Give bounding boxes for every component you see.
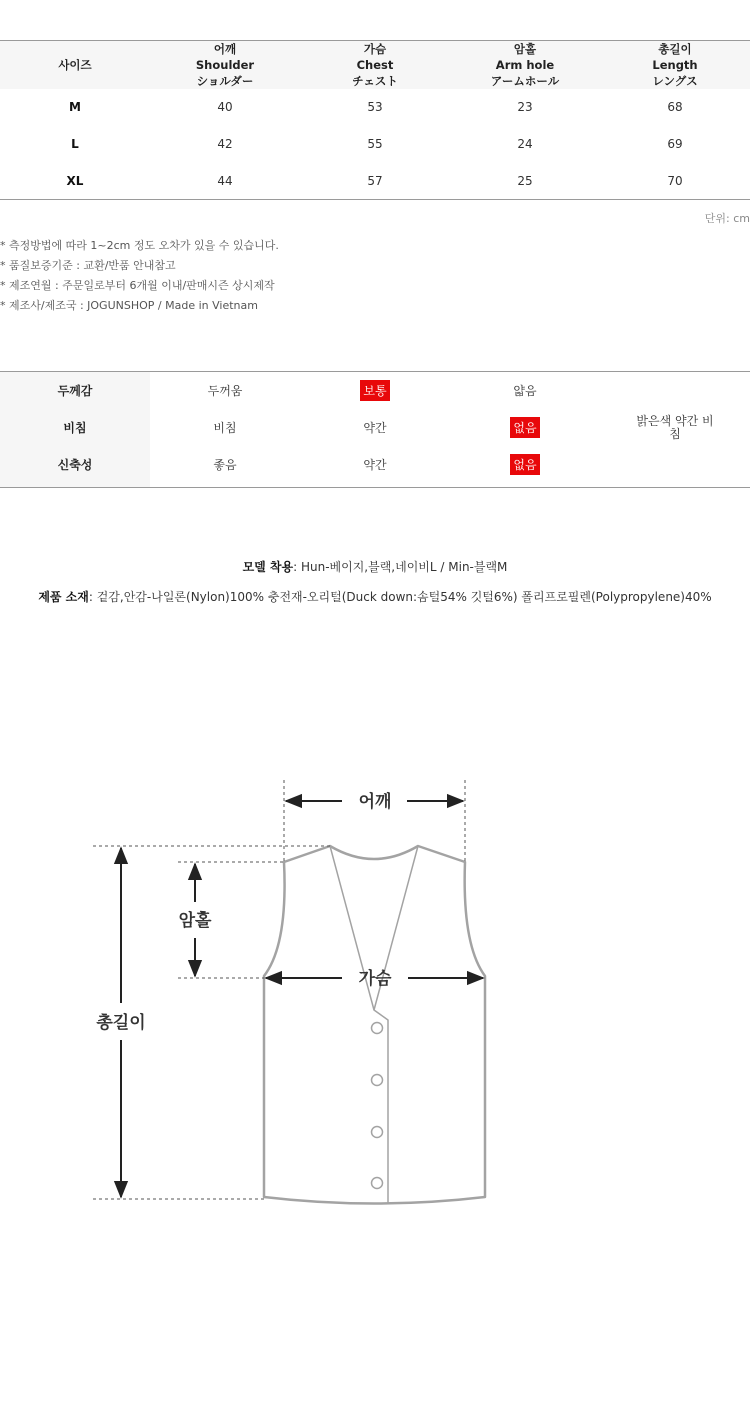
length-cell: 68: [667, 99, 683, 114]
measurement-diagram: [0, 760, 750, 1230]
label-shoulder: 어깨: [358, 792, 392, 812]
fabric-option-selected: 보통: [300, 372, 450, 409]
vest-body-outline: [264, 846, 485, 1204]
fabric-label-sheerness: 비침: [63, 421, 87, 435]
fabric-option: 비침: [213, 421, 237, 435]
button-icon: [372, 1178, 383, 1189]
label-armhole: 암홀: [178, 911, 212, 931]
fabric-option-selected: 없음: [450, 409, 600, 446]
fabric-option-selected: 없음: [450, 446, 600, 483]
header-armhole: [450, 41, 600, 89]
model-info-label: 모델 착용: [242, 560, 294, 574]
fabric-option: 얇음: [513, 384, 537, 398]
guide-lines: [93, 780, 465, 1199]
header-chest-ko: 가슴: [363, 42, 387, 56]
table-row: [0, 162, 750, 199]
table-row: [0, 88, 750, 125]
header-armhole-en: Arm hole: [495, 58, 555, 72]
size-cell: M: [69, 99, 81, 114]
size-table-header: [0, 40, 750, 89]
armhole-cell: 24: [517, 136, 533, 151]
note-line: * 품질보증기준 : 교환/반품 안내참고: [0, 259, 176, 272]
header-chest: [300, 41, 450, 89]
shoulder-cell: 40: [217, 99, 233, 114]
button-icon: [372, 1075, 383, 1086]
header-shoulder-ja: ショルダー: [196, 74, 254, 88]
fabric-option: 약간: [363, 421, 387, 435]
fabric-label-thickness: 두께감: [57, 384, 93, 398]
material-info-value: : 겉감,안감-나일론(Nylon)100% 충전재-오리털(Duck down:솜털54% 깃털6%) 폴리프로필렌(Polypropylene)40%: [88, 590, 712, 604]
fabric-label-stretch: 신축성: [57, 458, 93, 472]
fabric-extra-note: 밝은색 약간 비침: [636, 413, 714, 441]
header-shoulder-ko: 어깨: [213, 42, 237, 56]
header-length-ja: レングス: [652, 74, 698, 88]
header-size: [0, 41, 150, 89]
button-icon: [372, 1023, 383, 1034]
header-length: [600, 41, 750, 89]
chest-cell: 55: [367, 136, 383, 151]
model-info-value: : Hun-베이지,블랙,네이비L / Min-블랙M: [293, 560, 508, 574]
vest-illustration: [264, 846, 485, 1204]
label-length: 총길이: [96, 1013, 146, 1033]
header-shoulder-en: Shoulder: [195, 58, 255, 72]
fabric-option: 두꺼움: [207, 384, 243, 398]
header-length-ko: 총길이: [658, 42, 692, 56]
unit-label: 단위: cm: [704, 212, 750, 225]
model-info: [0, 558, 750, 575]
length-cell: 69: [667, 136, 683, 151]
table-row: [0, 125, 750, 162]
measure-arrows: [121, 801, 483, 1197]
header-length-en: Length: [652, 58, 698, 72]
note-line: * 제조연월 : 주문일로부터 6개월 이내/판매시즌 상시제작: [0, 279, 275, 292]
table-bottom-rule: [0, 199, 750, 200]
shoulder-cell: 44: [217, 173, 233, 188]
button-icon: [372, 1127, 383, 1138]
fabric-option: 약간: [363, 458, 387, 472]
note-line: * 제조사/제조국 : JOGUNSHOP / Made in Vietnam: [0, 299, 258, 312]
size-cell: XL: [66, 173, 84, 188]
header-chest-en: Chest: [356, 58, 394, 72]
header-armhole-ja: アームホール: [490, 74, 560, 88]
length-cell: 70: [667, 173, 683, 188]
fabric-table: [0, 371, 750, 488]
label-chest: 가슴: [358, 969, 392, 989]
notes: [0, 236, 279, 316]
vest-left-front-edge: [330, 846, 388, 1203]
chest-cell: 57: [367, 173, 383, 188]
shoulder-cell: 42: [217, 136, 233, 151]
note-line: * 측정방법에 따라 1~2cm 정도 오차가 있을 수 있습니다.: [0, 239, 279, 252]
size-cell: L: [71, 136, 79, 151]
header-armhole-ko: 암홀: [513, 42, 537, 56]
armhole-cell: 23: [517, 99, 533, 114]
header-chest-ja: チェスト: [352, 74, 398, 88]
armhole-cell: 25: [517, 173, 533, 188]
header-shoulder: [150, 41, 300, 89]
fabric-option: 좋음: [213, 458, 237, 472]
material-info: [0, 588, 750, 605]
material-info-label: 제품 소재: [38, 590, 89, 604]
header-size-ko: 사이즈: [58, 58, 92, 72]
chest-cell: 53: [367, 99, 383, 114]
